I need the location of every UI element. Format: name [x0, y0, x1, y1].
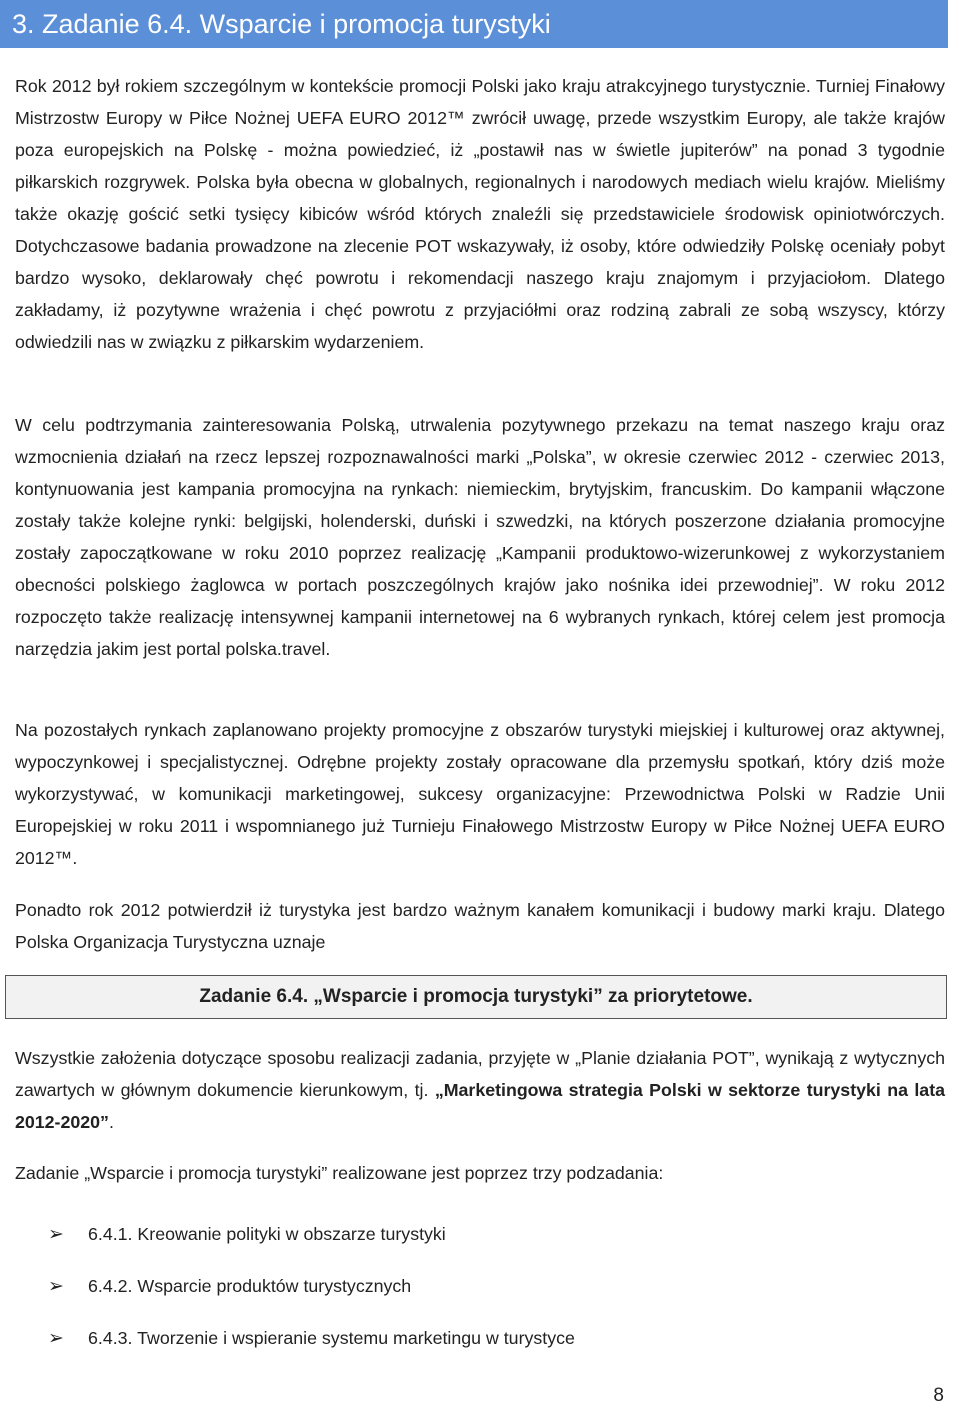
list-item [48, 1208, 575, 1260]
list-item [48, 1312, 575, 1364]
paragraph-strategy [15, 1042, 945, 1138]
paragraph-campaign: W celu podtrzymania zainteresowania Polską, utrwalenia pozytywnego przekazu na temat naszego kraju oraz wzmocnienia działań na rzecz lepszej rozpoznawalności marki „Polska”, w okresie czerwiec 2012 - czerwiec 2013, kontynuowania jest kampania promocyjna na rynkach: niemieckim, brytyjskim, francuskim. Do kampanii włączone zostały także kolejne rynki: belgijski, holenderski, duński i szwedzki, na których poszerzone działania promocyjne zostały zapoczątkowane w roku 2010 poprzez realizację „Kampanii produktowo-wizerunkowej z wykorzystaniem obecności polskiego żaglowca w portach poszczególnych krajów jako nośnika idei przewodniej”. W roku 2012 rozpoczęto także realizację intensywnej kampanii internetowej na 6 wybranych rynkach, której celem jest promocja narzędzia jakim jest portal polska.travel. [15, 415, 945, 659]
list-item-label: 6.4.1. Kreowanie polityki w obszarze turystyki [88, 1223, 446, 1244]
section-heading: 3. Zadanie 6.4. Wsparcie i promocja turystyki [0, 0, 948, 48]
list-item [48, 1260, 575, 1312]
arrow-bullet-icon: ➢ [48, 1327, 64, 1349]
arrow-bullet-icon: ➢ [48, 1275, 64, 1297]
strategy-end: . [108, 1112, 114, 1132]
list-item-label: 6.4.3. Tworzenie i wspieranie systemu marketingu w turystyce [88, 1327, 575, 1348]
subtask-list [48, 1208, 575, 1364]
priority-box: Zadanie 6.4. „Wsparcie i promocja turystyki” za priorytetowe. [5, 975, 947, 1019]
arrow-bullet-icon: ➢ [48, 1223, 64, 1245]
list-item-label: 6.4.2. Wsparcie produktów turystycznych [88, 1275, 412, 1296]
paragraph-priority-intro: Ponadto rok 2012 potwierdził iż turystyka jest bardzo ważnym kanałem komunikacji i budowy marki kraju. Dlatego Polska Organizacja Turystyczna uznaje [15, 900, 945, 952]
page-number: 8 [933, 1385, 944, 1406]
paragraph-euro2012: Rok 2012 był rokiem szczególnym w kontekście promocji Polski jako kraju atrakcyjnego turystycznie. Turniej Finałowy Mistrzostw Europy w Piłce Nożnej UEFA EURO 2012™ zwrócił uwagę, przede wszystkim Europy, ale także krajów poza europejskich na Polskę - można powiedzieć, iż „postawił nas w świetle jupiterów” na ponad 3 tygodnie piłkarskich rozgrywek. Polska była obecna w globalnych, regionalnych i narodowych mediach wielu krajów. Mieliśmy także okazję gościć setki tysięcy kibiców wśród których znaleźli się przedstawiciele środowisk opiniotwórczych. Dotychczasowe badania prowadzone na zlecenie POT wskazywały, iż osoby, które odwiedziły Polskę oceniały pobyt bardzo wysoko, deklarowały chęć powrotu i rekomendacji naszego kraju znajomym i przyjaciołom. Dlatego zakładamy, iż pozytywne wrażenia i chęć powrotu z przyjaciółmi oraz rodziną zabrali ze sobą wszyscy, którzy odwiedzili nas w związku z piłkarskim wydarzeniem. [15, 76, 945, 352]
paragraph-other-markets: Na pozostałych rynkach zaplanowano projekty promocyjne z obszarów turystyki miejskiej i kulturowej oraz aktywnej, wypoczynkowej i specjalistycznej. Odrębne projekty zostały opracowane dla przemysłu spotkań, który dziś może wykorzystywać, w komunikacji marketingowej, sukcesy organizacyjne: Przewodnictwa Polski w Radzie Unii Europejskiej w roku 2011 i wspomnianego już Turnieju Finałowego Mistrzostw Europy w Piłce Nożnej UEFA EURO 2012™. [15, 720, 945, 868]
strategy-title: „Marketingowa strategia Polski w sektorze turystyki na lata 2012-2020” [15, 1080, 946, 1132]
paragraph-subtasks-intro: Zadanie „Wsparcie i promocja turystyki” realizowane jest poprzez trzy podzadania: [15, 1163, 664, 1183]
strategy-text: Wszystkie założenia dotyczące sposobu realizacji zadania, przyjęte w „Planie działania POT”, wynikają z wytycznych zawartych w głównym dokumencie kierunkowym, tj. [15, 1048, 945, 1100]
